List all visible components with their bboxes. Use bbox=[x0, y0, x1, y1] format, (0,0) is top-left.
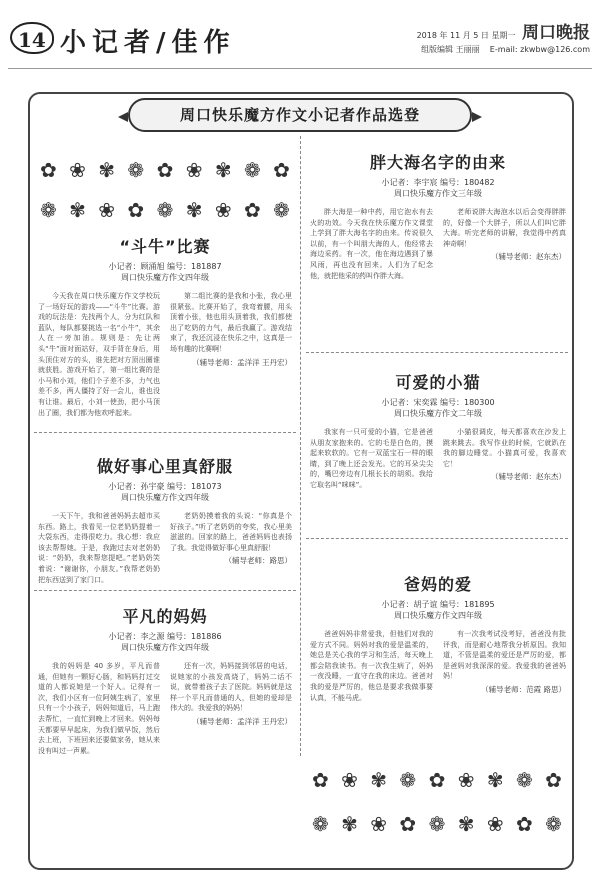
flower-border-decoration bbox=[312, 800, 562, 834]
flower-icon: ✾ bbox=[185, 198, 203, 222]
flower-icon: ❁ bbox=[399, 768, 417, 792]
flower-icon: ✿ bbox=[428, 768, 446, 792]
flower-icon: ✿ bbox=[40, 158, 57, 182]
article-body: 胖大海是一种中药，用它泡水有去火的功效。今天我在快乐魔方作文课堂上学到了胖大海名字的由来。传说很久以前，有一个叫朋大海的人，他经常去海边采药。有一次，他在海边遇到了暴风雨，再也没有回来。人们为了纪念他，就把他采的药叫作胖大海。 bbox=[310, 208, 433, 280]
column-divider bbox=[300, 136, 301, 756]
flower-icon: ❁ bbox=[545, 812, 562, 836]
flower-icon: ❁ bbox=[156, 198, 174, 222]
feature-banner: 周口快乐魔方作文小记者作品选登 bbox=[128, 98, 472, 132]
flower-icon: ✾ bbox=[457, 812, 475, 836]
section-divider bbox=[306, 538, 568, 539]
article-body: 还有一次，妈妈接到邻居的电话，说她家的小孩发高烧了，妈妈二话不说，就带着孩子去了医院。妈妈就是这样一个平凡而普通的人，但她的爱却是伟大的。我爱我的妈妈！ bbox=[170, 662, 292, 713]
flower-icon: ❀ bbox=[457, 768, 475, 792]
flower-icon: ✾ bbox=[69, 198, 86, 222]
flower-icon: ❁ bbox=[243, 158, 261, 182]
flower-icon: ✿ bbox=[127, 198, 145, 222]
flower-icon: ❁ bbox=[127, 158, 145, 182]
article-body: 我的妈妈是 40 多岁，平凡而普通，但她有一颗好心肠，和妈妈打过交道的人都说她是一个好人。记得有一次，我们小区有一位阿姨生病了，家里只有一个小孩子，妈妈知道后，马上跑去帮忙，一直忙到晚上才回来。妈妈每天都要早早起床，为我们做早饭，然后去上班，下班回来还要做家务，她从来没有叫过一声累。 bbox=[38, 662, 160, 755]
article-douniu bbox=[38, 234, 292, 428]
article-teacher: （辅导老师：赵东杰） bbox=[491, 252, 566, 262]
article-school: 周口快乐魔方作文四年级 bbox=[121, 273, 209, 282]
flower-icon: ✾ bbox=[214, 158, 232, 182]
section-divider bbox=[34, 590, 296, 591]
flower-icon: ❁ bbox=[40, 198, 57, 222]
article-teacher: （辅导老师：赵东杰） bbox=[491, 472, 566, 482]
flower-icon: ✾ bbox=[370, 768, 388, 792]
flower-icon: ✾ bbox=[486, 768, 504, 792]
flower-icon: ✿ bbox=[515, 812, 533, 836]
article-body: 小猫很调皮，每天都喜欢在沙发上跳来跳去。我写作业的时候，它就趴在我的脚边睡觉。小猫真可爱，我喜欢它！ bbox=[443, 428, 566, 468]
article-author: 小记者：李宇宸 编号：180482 bbox=[381, 178, 495, 187]
flower-icon: ✿ bbox=[156, 158, 174, 182]
flower-icon: ❁ bbox=[312, 812, 329, 836]
email-line: E-mail: zkwbw@126.com bbox=[489, 45, 590, 54]
section-divider bbox=[306, 352, 568, 353]
article-body: 有一次我考试没考好，爸爸没有批评我，而是耐心地帮我分析原因。我知道，不管是温柔的爱还是严厉的爱，都是爸妈对我深深的爱。我爱我的爸爸妈妈！ bbox=[443, 630, 566, 681]
article-title: 平凡的妈妈 bbox=[122, 607, 208, 626]
article-teacher: （辅导老师：孟洋洋 王丹宏） bbox=[192, 716, 292, 726]
flower-icon: ❀ bbox=[214, 198, 232, 222]
article-body: 爸爸妈妈非常爱我，但他们对我的爱方式不同。妈妈对我的爱是温柔的，她总是关心我的学习和生活，每天晚上都会陪我读书。有一次我生病了，妈妈一夜没睡，一直守在我的床边。爸爸对我的爱是严厉的，他总是要求我做事要认真，不能马虎。 bbox=[310, 630, 433, 702]
flower-icon: ✿ bbox=[243, 198, 261, 222]
flower-border-decoration bbox=[40, 146, 290, 180]
article-zuohaoshi bbox=[38, 454, 292, 586]
flower-icon: ✾ bbox=[341, 812, 358, 836]
flower-icon: ✿ bbox=[399, 812, 417, 836]
flower-icon: ✿ bbox=[545, 768, 562, 792]
flower-icon: ✿ bbox=[312, 768, 329, 792]
header-meta bbox=[416, 23, 590, 57]
article-pangdahai bbox=[310, 150, 566, 348]
article-title: 做好事心里真舒服 bbox=[96, 457, 233, 476]
flower-icon: ✾ bbox=[98, 158, 116, 182]
section-title: 小记者/佳作 bbox=[60, 28, 236, 58]
article-school: 周口快乐魔方作文四年级 bbox=[121, 643, 209, 652]
flower-icon: ✿ bbox=[273, 158, 290, 182]
flower-border-decoration bbox=[312, 756, 562, 790]
section-divider bbox=[34, 432, 296, 433]
article-school: 周口快乐魔方作文二年级 bbox=[394, 409, 482, 418]
flower-icon: ❀ bbox=[69, 158, 86, 182]
article-teacher: （辅导老师：孟洋洋 王丹宏） bbox=[192, 357, 292, 367]
article-school: 周口快乐魔方作文四年级 bbox=[121, 493, 209, 502]
flower-icon: ❀ bbox=[341, 768, 358, 792]
article-body: 老奶奶摸着我的头说：“你真是个好孩子。”听了老奶奶的夸奖，我心里美滋滋的。回家的路上，爸爸妈妈也表扬了我。我觉得做好事心里真舒服！ bbox=[170, 512, 292, 552]
masthead-logo: 周口晚报 bbox=[522, 23, 590, 43]
article-author: 小记者：宋奕霖 编号：180300 bbox=[381, 398, 495, 407]
flower-icon: ❀ bbox=[98, 198, 116, 222]
flower-border-decoration bbox=[40, 186, 290, 220]
flower-icon: ❀ bbox=[486, 812, 504, 836]
article-title: 可爱的小猫 bbox=[395, 373, 481, 392]
article-author: 小记者：顾涌旭 编号：181887 bbox=[108, 262, 222, 271]
flower-icon: ❁ bbox=[273, 198, 290, 222]
article-teacher: （辅导老师：路思） bbox=[224, 556, 292, 566]
article-body: 今天我在周口快乐魔方作文学校玩了一场好玩的游戏——“斗牛”比赛。游戏的玩法是：先找两个人，分为红队和蓝队，每队都要挑选一名“小牛”，其余人在一旁加油。规则是：先让两头“牛”面对面站好，双手背在身后，用头顶住对方的头，谁先把对方顶出圈谁就获胜。游戏开始了，第一组比赛的是小马和小刘，他们个子差不多，力气也差不多，两人僵持了好一会儿，谁也没有让谁。最后，小刘一使劲，把小马顶出了圈，我们都为他欢呼起来。 bbox=[38, 292, 160, 417]
article-author: 小记者：胡子谊 编号：181895 bbox=[381, 600, 495, 609]
article-title: 爸妈的爱 bbox=[403, 575, 472, 594]
article-mama bbox=[38, 604, 292, 864]
article-body: 老师说胖大海泡水以后会变得胖胖的，好像一个大胖子，所以人们叫它胖大海。听完老师的讲解，我觉得中药真神奇啊！ bbox=[443, 208, 566, 248]
editor-line: 组版编辑 王丽丽 bbox=[421, 45, 480, 54]
header-divider bbox=[8, 68, 592, 69]
article-author: 小记者：孙宇豪 编号：181073 bbox=[108, 482, 222, 491]
issue-date: 2018 年 11 月 5 日 星期一 bbox=[416, 31, 516, 40]
flower-icon: ❁ bbox=[515, 768, 533, 792]
article-school: 周口快乐魔方作文三年级 bbox=[394, 189, 482, 198]
article-body: 一天下午，我和爸爸妈妈去超市买东西。路上，我看见一位老奶奶提着一大袋东西，走得很吃力。我心想：我应该去帮帮她。于是，我跑过去对老奶奶说：“奶奶，我来帮您提吧。”老奶奶笑着说：“谢谢你，小朋友。”我帮老奶奶把东西送到了家门口。 bbox=[38, 512, 160, 584]
article-body: 我家有一只可爱的小猫，它是爸爸从朋友家抱来的。它的毛是白色的，摸起来软软的。它有一双蓝宝石一样的眼睛，到了晚上还会发光。它的耳朵尖尖的，嘴巴旁边有几根长长的胡须。我给它取名叫“咪咪”。 bbox=[310, 428, 433, 489]
article-bama bbox=[310, 572, 566, 752]
page-number: 14 bbox=[18, 28, 46, 52]
flower-icon: ❀ bbox=[370, 812, 388, 836]
article-body: 第二组比赛的是我和小张，我心里很紧张。比赛开始了，我弯着腰，用头顶着小张，他也用头顶着我，我们都使出了吃奶的力气，最后我赢了。游戏结束了，我还沉浸在快乐之中，这真是一场有趣的比赛啊！ bbox=[170, 292, 292, 353]
article-school: 周口快乐魔方作文四年级 bbox=[394, 611, 482, 620]
article-author: 小记者：李之源 编号：181886 bbox=[108, 632, 222, 641]
page-header bbox=[0, 0, 600, 78]
article-title: “斗牛”比赛 bbox=[119, 237, 211, 256]
article-title: 胖大海名字的由来 bbox=[369, 153, 506, 172]
article-xiaomao bbox=[310, 370, 566, 534]
article-teacher: （辅导老师：范霞 路思） bbox=[481, 684, 566, 694]
flower-icon: ❀ bbox=[185, 158, 203, 182]
flower-icon: ❁ bbox=[428, 812, 446, 836]
